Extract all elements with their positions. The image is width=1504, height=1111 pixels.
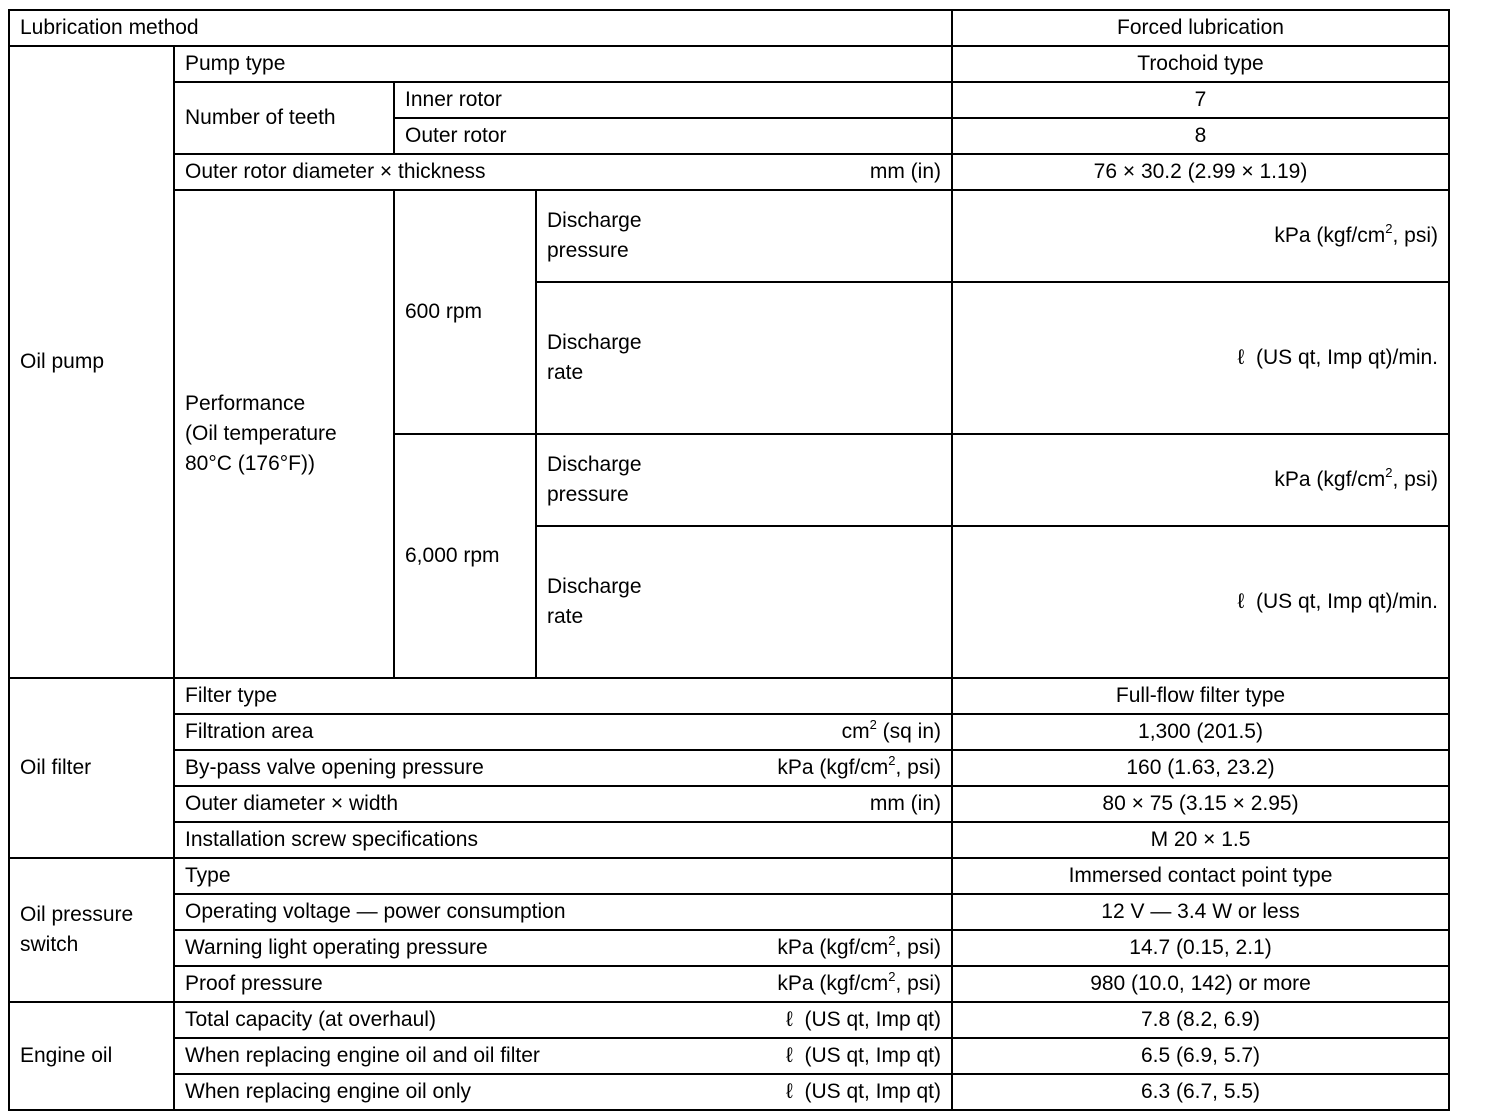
discharge-rate-label: Discharge rate — [536, 282, 952, 434]
engine-oil-group-label: Engine oil — [9, 1002, 174, 1110]
table-row — [9, 678, 1449, 714]
filtration-area-value: 1,300 (201.5) — [952, 714, 1449, 750]
lubrication-method-label: Lubrication method — [9, 10, 952, 46]
table-row — [9, 82, 1449, 118]
rate-unit: ℓ (US qt, Imp qt)/min. — [952, 282, 1449, 434]
filter-diameter-value: 80 × 75 (3.15 × 2.95) — [952, 786, 1449, 822]
filter-type-label: Filter type — [174, 678, 952, 714]
pump-type-label: Pump type — [174, 46, 952, 82]
bypass-pressure-unit: kPa ($kgf/cm^2$, psi) — [777, 753, 941, 779]
lubrication-spec-table — [8, 9, 1450, 1111]
proof-pressure-cell — [174, 966, 952, 1002]
discharge-pressure-label: Discharge pressure — [536, 190, 952, 282]
replace-oil-only-cell — [174, 1074, 952, 1110]
replace-with-filter-label: When replacing engine oil and oil filter — [185, 1044, 540, 1067]
replace-oil-only-label: When replacing engine oil only — [185, 1080, 472, 1103]
oil-pump-group-label: Oil pump — [9, 46, 174, 678]
table-row — [9, 894, 1449, 930]
table-row — [9, 714, 1449, 750]
replace-with-filter-value: 6.5 (6.9, 5.7) — [952, 1038, 1449, 1074]
table-row — [9, 190, 1449, 282]
number-of-teeth-label: Number of teeth — [174, 82, 394, 154]
table-row — [9, 46, 1449, 82]
proof-pressure-label: Proof pressure — [185, 972, 323, 995]
replace-oil-only-unit: ℓ (US qt, Imp qt) — [786, 1080, 941, 1103]
rpm-6000-label: 6,000 rpm — [394, 434, 536, 678]
pump-type-value: Trochoid type — [952, 46, 1449, 82]
table-row — [9, 966, 1449, 1002]
rpm-600-label: 600 rpm — [394, 190, 536, 434]
oil-pressure-switch-group-label: Oil pressure switch — [9, 858, 174, 1002]
warning-pressure-unit: kPa ($kgf/cm^2$, psi) — [777, 933, 941, 959]
filter-diameter-unit: mm (in) — [869, 792, 941, 815]
discharge-rate-label: Discharge rate — [536, 526, 952, 678]
installation-screw-label: Installation screw specifications — [174, 822, 952, 858]
proof-pressure-unit: kPa ($kgf/cm^2$, psi) — [777, 969, 941, 995]
total-capacity-unit: ℓ (US qt, Imp qt) — [786, 1008, 941, 1031]
rotor-dimension-value: 76 × 30.2 (2.99 × 1.19) — [952, 154, 1449, 190]
table-row — [9, 1002, 1449, 1038]
rotor-dimension-cell — [174, 154, 952, 190]
switch-type-value: Immersed contact point type — [952, 858, 1449, 894]
rate-unit: ℓ (US qt, Imp qt)/min. — [952, 526, 1449, 678]
filter-diameter-label: Outer diameter × width — [185, 792, 399, 815]
bypass-pressure-value: 160 (1.63, 23.2) — [952, 750, 1449, 786]
bypass-pressure-label: By-pass valve opening pressure — [185, 756, 484, 779]
table-row — [9, 930, 1449, 966]
total-capacity-label: Total capacity (at overhaul) — [185, 1008, 436, 1031]
outer-rotor-value: 8 — [952, 118, 1449, 154]
outer-rotor-label: Outer rotor — [394, 118, 952, 154]
filtration-area-label: Filtration area — [185, 720, 314, 743]
installation-screw-value: M 20 × 1.5 — [952, 822, 1449, 858]
replace-with-filter-cell — [174, 1038, 952, 1074]
warning-pressure-cell — [174, 930, 952, 966]
replace-oil-only-value: 6.3 (6.7, 5.5) — [952, 1074, 1449, 1110]
rotor-dimension-label: Outer rotor diameter × thickness — [185, 160, 486, 183]
operating-voltage-label: Operating voltage — power consumption — [174, 894, 952, 930]
total-capacity-value: 7.8 (8.2, 6.9) — [952, 1002, 1449, 1038]
pressure-unit: kPa ($kgf/cm^2$, psi) — [952, 434, 1449, 526]
switch-type-label: Type — [174, 858, 952, 894]
table-row — [9, 750, 1449, 786]
warning-pressure-value: 14.7 (0.15, 2.1) — [952, 930, 1449, 966]
filter-diameter-cell — [174, 786, 952, 822]
table-row — [9, 1074, 1449, 1110]
filtration-area-unit: $cm^2$ (sq in) — [841, 717, 941, 743]
rotor-dimension-unit: mm (in) — [869, 160, 941, 183]
operating-voltage-value: 12 V — 3.4 W or less — [952, 894, 1449, 930]
table-row — [9, 10, 1449, 46]
total-capacity-cell — [174, 1002, 952, 1038]
performance-label: Performance (Oil temperature 80°C (176°F)) — [174, 190, 394, 678]
replace-with-filter-unit: ℓ (US qt, Imp qt) — [786, 1044, 941, 1067]
inner-rotor-value: 7 — [952, 82, 1449, 118]
lubrication-method-value: Forced lubrication — [952, 10, 1449, 46]
table-row — [9, 1038, 1449, 1074]
table-row — [9, 858, 1449, 894]
filtration-area-cell — [174, 714, 952, 750]
filter-type-value: Full-flow filter type — [952, 678, 1449, 714]
pressure-unit: kPa ($kgf/cm^2$, psi) — [952, 190, 1449, 282]
table-row — [9, 154, 1449, 190]
proof-pressure-value: 980 (10.0, 142) or more — [952, 966, 1449, 1002]
table-row — [9, 786, 1449, 822]
discharge-pressure-label: Discharge pressure — [536, 434, 952, 526]
warning-pressure-label: Warning light operating pressure — [185, 936, 488, 959]
oil-filter-group-label: Oil filter — [9, 678, 174, 858]
bypass-pressure-cell — [174, 750, 952, 786]
inner-rotor-label: Inner rotor — [394, 82, 952, 118]
table-row — [9, 822, 1449, 858]
